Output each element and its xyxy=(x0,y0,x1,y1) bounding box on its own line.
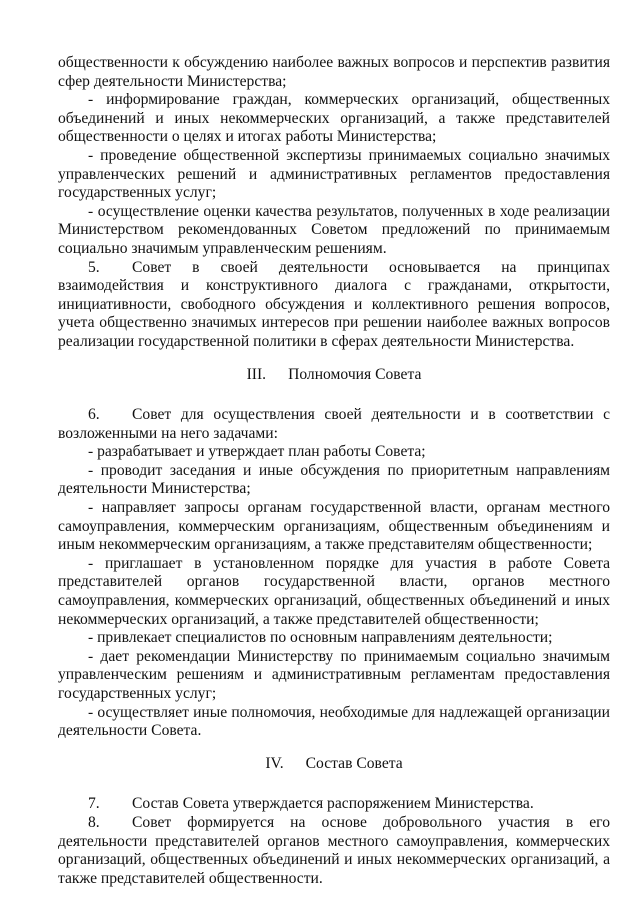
numbered-paragraph-5 xyxy=(58,259,610,352)
paragraph-number: 7. xyxy=(88,795,100,813)
paragraph-number: 6. xyxy=(88,406,100,424)
list-item: - направляет запросы органам государственной власти, органам местного самоуправления, коммерческим организациям, общественным объединениям и иным некоммерческим организациям, а также представителям общественности; xyxy=(58,499,610,554)
section-number: IV. xyxy=(265,754,284,772)
section-heading-4 xyxy=(58,755,610,774)
paragraph-text: Совет в своей деятельности основывается на принципах взаимодействия и конструктивного диалога с гражданами, открытости, инициативности, свободного обсуждения и коллективного решения вопросов, учета общественно значимых интересов при решении наиболее важных вопросов реализации государственной политики в сферах деятельности Министерства. xyxy=(58,258,610,350)
document-body xyxy=(58,54,610,888)
numbered-paragraph-6 xyxy=(58,406,610,443)
paragraph-number: 5. xyxy=(88,258,100,276)
list-item: - проводит заседания и иные обсуждения по приоритетным направлениям деятельности Министерства; xyxy=(58,461,610,498)
list-item: - информирование граждан, коммерческих организаций, общественных объединений и иных некоммерческих организаций, а также представителей общественности о целях и итогах работы Министерства; xyxy=(58,91,610,146)
paragraph-text: Совет для осуществления своей деятельности и в соответствии с возложенными на него задачами: xyxy=(58,406,610,442)
numbered-paragraph-7 xyxy=(58,795,610,814)
list-item: - разрабатывает и утверждает план работы Совета; xyxy=(88,443,426,461)
list-item: - привлекает специалистов по основным направлениям деятельности; xyxy=(88,629,553,647)
paragraph: общественности к обсуждению наиболее важных вопросов и перспектив развития сфер деятельности Министерства; xyxy=(58,54,610,90)
list-item: - осуществление оценки качества результатов, полученных в ходе реализации Министерством рекомендованных Советом предложений по принимаемым социально значимым управленческим решениям. xyxy=(58,202,610,257)
paragraph-text: Совет формируется на основе добровольного участия в его деятельности представителей органов местного самоуправления, коммерческих организаций, общественных объединений и иных некоммерческих организаций, а также представителей общественности. xyxy=(58,813,610,887)
paragraph-number: 8. xyxy=(88,813,100,831)
section-heading-3 xyxy=(58,366,610,385)
list-item: - проведение общественной экспертизы принимаемых социально значимых управленческих решений и административных регламентов предоставления государственных услуг; xyxy=(58,146,610,202)
paragraph-text: Состав Совета утверждается распоряжением Министерства. xyxy=(132,795,534,813)
section-number: III. xyxy=(246,365,267,383)
numbered-paragraph-8 xyxy=(58,814,610,888)
list-item: - осуществляет иные полномочия, необходимые для надлежащей организации деятельности Совета. xyxy=(58,703,610,740)
section-title: Полномочия Совета xyxy=(288,365,422,383)
list-item: - дает рекомендации Министерству по принимаемым социально значимым управленческим решениям и административным регламентам предоставления государственных услуг; xyxy=(58,647,610,702)
section-title: Состав Совета xyxy=(305,754,403,772)
list-item: - приглашает в установленном порядке для участия в работе Совета представителей органов государственной власти, органов местного самоуправления, коммерческих организаций, общественных объединений и иных некоммерческих организаций, а также представителей общественности; xyxy=(58,554,610,628)
